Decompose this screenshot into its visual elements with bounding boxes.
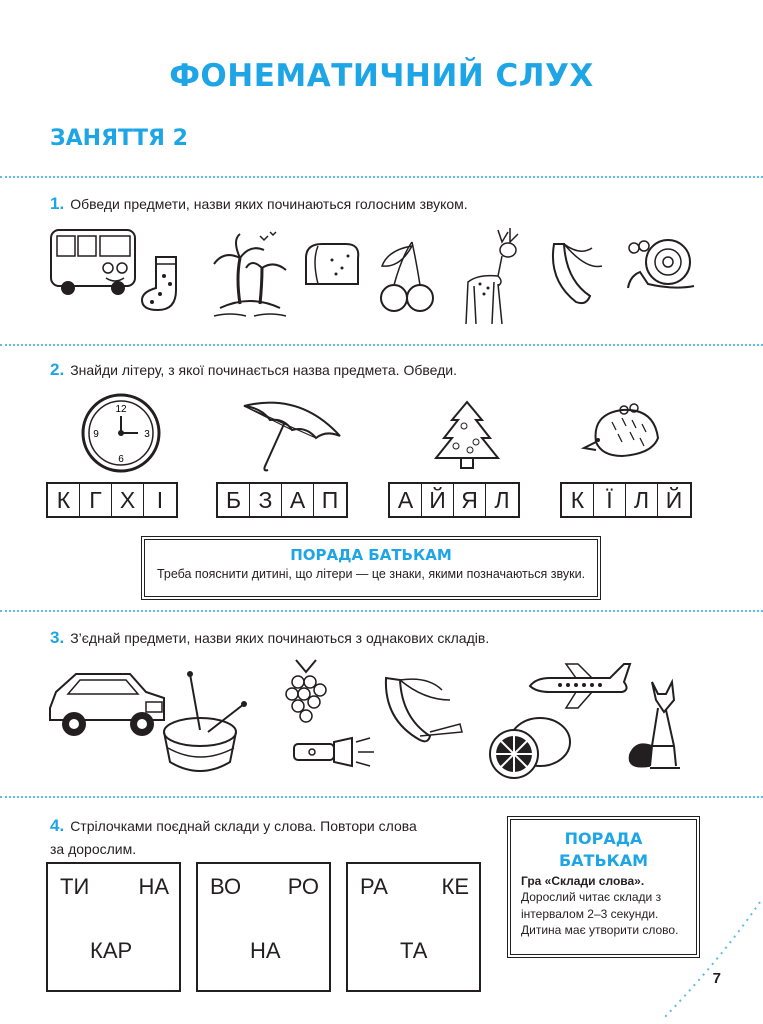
palm-island-picture[interactable]	[210, 228, 290, 324]
clock-number-9: 9	[93, 429, 99, 440]
task-number: 1.	[50, 194, 65, 213]
letter-group-3	[388, 482, 520, 518]
hedgehog-picture[interactable]	[582, 402, 662, 462]
divider	[0, 176, 763, 178]
letter-cell[interactable]: Б	[218, 484, 250, 516]
divider	[0, 796, 763, 798]
task-4-instruction	[50, 814, 490, 859]
page-title: ФОНЕМАТИЧНИЙ СЛУХ	[169, 58, 594, 94]
bread-picture[interactable]	[302, 240, 362, 290]
letter-cell[interactable]: Ї	[594, 484, 626, 516]
clock-number-12: 12	[115, 404, 127, 415]
letter-cell[interactable]: Л	[626, 484, 658, 516]
tip-game-name: Гра «Склади слова».	[521, 874, 645, 889]
letter-cell[interactable]: Я	[454, 484, 486, 516]
syllable-box-2	[196, 862, 331, 992]
tip-heading: ПОРАДА БАТЬКАМ	[290, 546, 452, 564]
divider	[0, 344, 763, 346]
task-number: 3.	[50, 628, 65, 647]
tip-text: Треба пояснити дитині, що літери — це знаки, якими позначаються звуки.	[156, 567, 586, 581]
flashlight-picture[interactable]	[290, 734, 380, 770]
task-number: 4.	[50, 816, 65, 835]
tip-heading-line-2: БАТЬКАМ	[558, 850, 649, 870]
letter-cell[interactable]: Й	[665, 486, 683, 513]
letter-cell[interactable]: Х	[112, 484, 144, 516]
letter-cell[interactable]: Л	[494, 486, 510, 513]
tip-body: Дорослий читає склади з інтервалом 2–3 секунди. Дитина має утворити слово.	[521, 890, 679, 937]
letter-cell[interactable]: І	[156, 486, 164, 513]
banana-picture[interactable]	[380, 670, 466, 746]
sock-picture[interactable]	[138, 254, 184, 314]
syllable[interactable]: ТИ	[60, 874, 90, 899]
syllable-box-1	[46, 862, 181, 992]
letter-cell[interactable]: Й	[422, 484, 454, 516]
syllable[interactable]: КАР	[90, 938, 133, 963]
letter-cell[interactable]: К	[562, 484, 594, 516]
divider	[0, 610, 763, 612]
letter-cell[interactable]: П	[321, 486, 339, 513]
lemon-picture[interactable]	[484, 712, 574, 782]
syllable[interactable]: ВО	[210, 874, 242, 899]
clock-picture[interactable]	[80, 392, 162, 474]
lesson-title: ЗАНЯТТЯ 2	[50, 126, 188, 151]
task-text-line-1: Стрілочками поєднай склади у слова. Повтори слова	[70, 818, 417, 834]
task-text: Знайди літеру, з якої починається назва предмета. Обведи.	[70, 362, 457, 378]
letter-cell[interactable]: К	[48, 484, 80, 516]
letter-cell[interactable]: А	[282, 484, 314, 516]
fox-picture[interactable]	[622, 676, 700, 780]
bus-picture[interactable]	[48, 226, 140, 296]
syllable[interactable]: НА	[138, 874, 169, 899]
page-number: 7	[712, 970, 721, 987]
syllable[interactable]: НА	[250, 938, 281, 963]
clock-number-3: 3	[144, 429, 150, 440]
task-text: З’єднай предмети, назви яких починаються з однакових складів.	[70, 630, 490, 646]
task-1-instruction	[50, 194, 468, 214]
syllable-box-3	[346, 862, 481, 992]
letter-group-2	[216, 482, 348, 518]
raspberry-picture[interactable]	[282, 656, 330, 724]
deer-picture[interactable]	[458, 224, 530, 328]
task-text-line-2: за дорослим.	[50, 840, 137, 857]
airplane-picture[interactable]	[526, 660, 632, 712]
letter-group-4	[560, 482, 692, 518]
task-3-instruction	[50, 628, 489, 648]
car-picture[interactable]	[46, 668, 170, 740]
syllable[interactable]: РО	[287, 874, 319, 899]
tip-heading-line-1: ПОРАДА	[564, 829, 643, 848]
fir-tree-picture[interactable]	[432, 398, 502, 472]
letter-group-1	[46, 482, 178, 518]
drum-picture[interactable]	[160, 670, 250, 780]
corner-dots-decoration	[660, 900, 763, 1024]
task-text: Обведи предмети, назви яких починаються голосним звуком.	[70, 196, 468, 212]
banana-picture[interactable]	[546, 236, 606, 308]
snail-picture[interactable]	[624, 232, 696, 296]
clock-number-6: 6	[118, 454, 124, 465]
parent-tip-box	[141, 536, 601, 600]
umbrella-picture[interactable]	[240, 396, 344, 476]
task-2-instruction	[50, 360, 457, 380]
letter-cell[interactable]: Г	[80, 484, 112, 516]
tip-heading	[521, 828, 686, 871]
letter-cell[interactable]: А	[390, 484, 422, 516]
syllable[interactable]: ТА	[400, 938, 428, 963]
letter-cell[interactable]: З	[250, 484, 282, 516]
task-number: 2.	[50, 360, 65, 379]
syllable[interactable]: КЕ	[441, 874, 469, 899]
cherry-picture[interactable]	[378, 236, 438, 316]
syllable[interactable]: РА	[360, 874, 388, 899]
